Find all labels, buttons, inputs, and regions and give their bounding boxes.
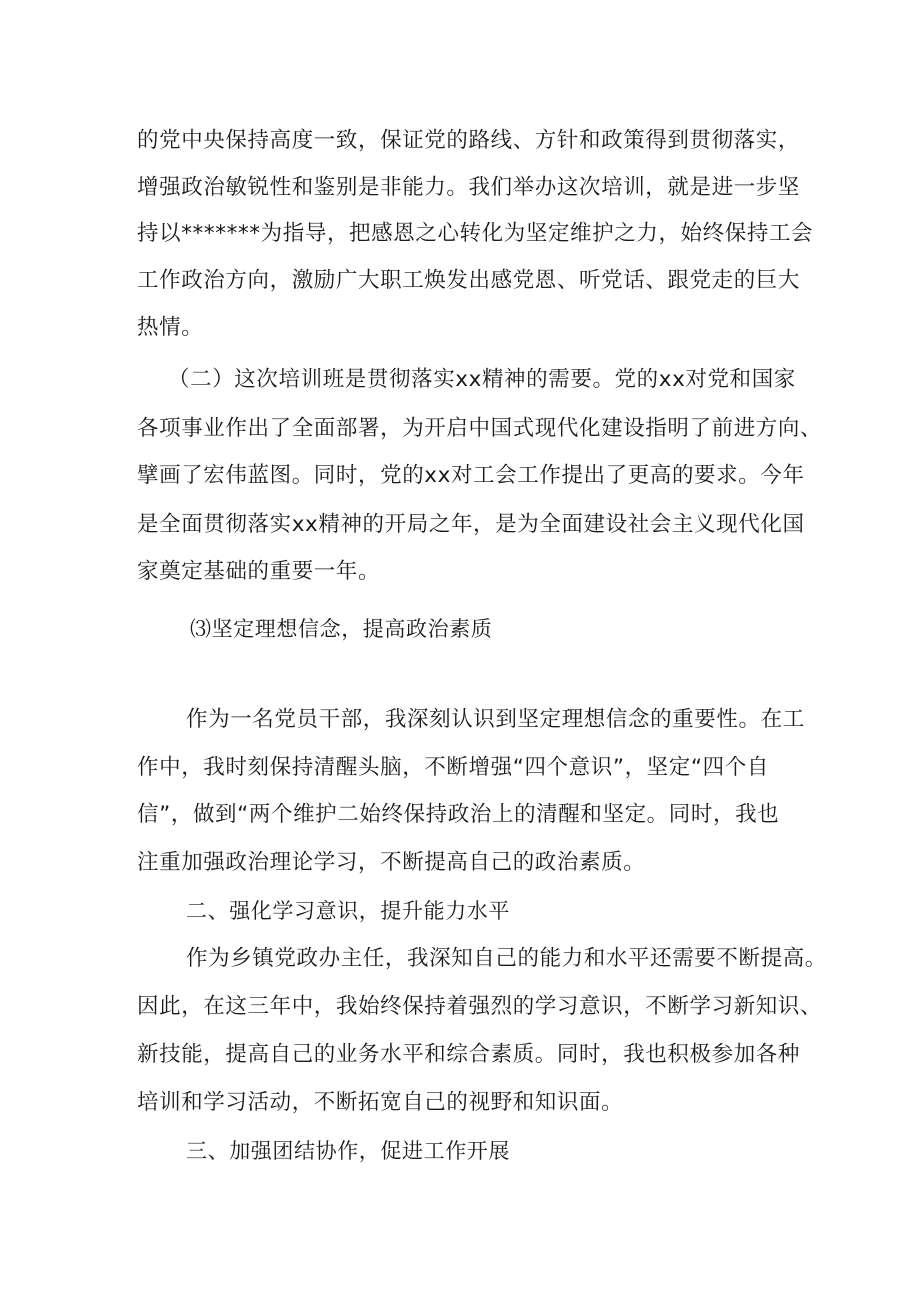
paragraph-line: （二）这次培训班是贯彻落实xx精神的需要。党的xx对党和国家 — [168, 367, 796, 392]
paragraph-line: 增强政治敏锐性和鉴别是非能力。我们举办这次培训，就是进一步坚 — [137, 175, 801, 200]
paragraph-line: 培训和学习活动，不断拓宽自己的视野和知识面。 — [137, 1090, 624, 1115]
paragraph-line: 作为一名党员干部，我深刻认识到坚定理想信念的重要性。在工 — [186, 707, 805, 732]
paragraph-line: 家奠定基础的重要一年。 — [137, 559, 381, 584]
paragraph-line: 注重加强政治理论学习，不断提高自己的政治素质。 — [137, 850, 646, 875]
paragraph-line: 是全面贯彻落实xx精神的开局之年，是为全面建设社会主义现代化国 — [137, 512, 805, 537]
paragraph-line: 新技能，提高自己的业务水平和综合素质。同时，我也积极参加各种 — [137, 1042, 801, 1067]
paragraph-line: 热情。 — [137, 315, 204, 340]
section-heading: 二、强化学习意识，提升能力水平 — [186, 899, 510, 923]
section-heading: ⑶坚定理想信念，提高政治素质 — [190, 617, 493, 641]
paragraph-line: 工作政治方向，激励广大职工焕发出感党恩、听党话、跟党走的巨大 — [137, 268, 801, 293]
paragraph-line: 信”，做到“两个维护二始终保持政治上的清醒和坚定。同时，我也 — [137, 802, 780, 827]
paragraph-line: 作中，我时刻保持清醒头脑，不断增强“四个意识”，坚定“四个自 — [137, 755, 769, 780]
paragraph-line: 因此，在这三年中，我始终保持着强烈的学习意识，不断学习新知识、 — [137, 994, 823, 1019]
paragraph-line: 持以*******为指导，把感恩之心转化为坚定维护之力，始终保持工会 — [137, 221, 814, 246]
paragraph-line: 的党中央保持高度一致，保证党的路线、方针和政策得到贯彻落实， — [137, 128, 801, 153]
paragraph-line: 擘画了宏伟蓝图。同时，党的xx对工会工作提出了更高的要求。今年 — [137, 463, 805, 488]
paragraph-line: 作为乡镇党政办主任，我深知自己的能力和水平还需要不断提高。 — [186, 946, 827, 971]
section-heading: 三、加强团结协作，促进工作开展 — [186, 1139, 510, 1163]
paragraph-line: 各项事业作出了全面部署，为开启中国式现代化建设指明了前进方向、 — [137, 416, 823, 441]
